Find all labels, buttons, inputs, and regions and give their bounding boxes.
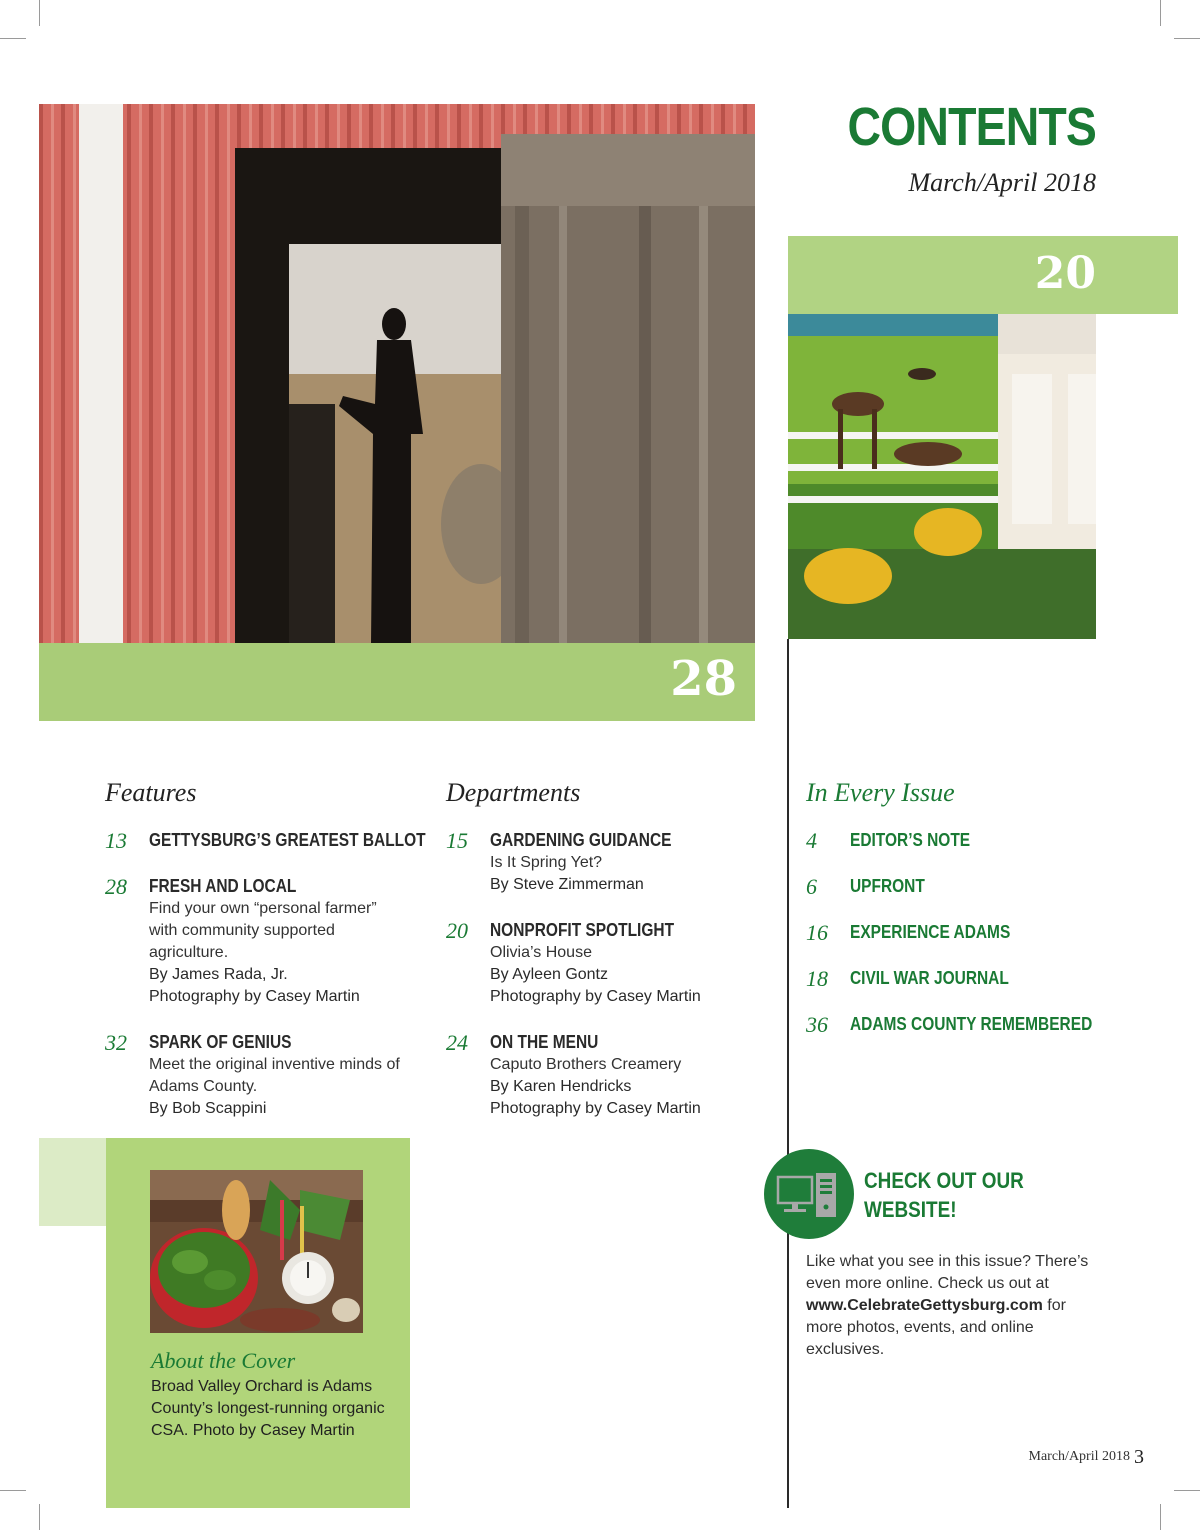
entry-photo-credit: Photography by Casey Martin <box>490 1100 701 1117</box>
entry-byline: By Ayleen Gontz <box>490 966 608 983</box>
entry-description: Olivia’s House <box>490 944 592 961</box>
page-number: 16 <box>806 920 828 945</box>
photo-page-number-20: 20 <box>1034 248 1096 299</box>
cover-description <box>151 1376 401 1442</box>
entry-title: SPARK OF GENIUS <box>149 1032 292 1052</box>
departments-column <box>446 778 766 1120</box>
toc-entry[interactable] <box>806 874 1126 898</box>
crop-mark <box>39 1504 40 1530</box>
website-outro: for more photos, events, and online exclusives. <box>806 1297 1066 1358</box>
website-intro: Like what you see in this issue? There’s even more online. Check us out at <box>806 1253 1089 1292</box>
page-number: 24 <box>446 1030 468 1055</box>
entry-title: GARDENING GUIDANCE <box>490 830 672 850</box>
toc-entry[interactable] <box>806 920 1126 944</box>
page-number: 6 <box>806 874 817 899</box>
main-photo <box>39 104 755 644</box>
entry-title: NONPROFIT SPOTLIGHT <box>490 920 675 940</box>
features-heading: Features <box>105 778 197 807</box>
entry-description: Find your own “personal farmer” <box>149 900 377 917</box>
entry-title: ON THE MENU <box>490 1032 599 1052</box>
crop-mark <box>39 0 40 26</box>
toc-entry[interactable] <box>806 1012 1126 1036</box>
entry-photo-credit: Photography by Casey Martin <box>149 988 360 1005</box>
toc-entry[interactable] <box>446 918 766 1008</box>
entry-description: agriculture. <box>149 944 229 961</box>
entry-title: CIVIL WAR JOURNAL <box>850 968 1009 988</box>
every-issue-column <box>806 778 1126 1036</box>
cover-photo <box>150 1170 363 1333</box>
feature-band-28 <box>39 643 755 721</box>
footer-issue: March/April 2018 <box>1028 1449 1130 1464</box>
crop-mark <box>1174 38 1200 39</box>
crop-mark <box>1160 0 1161 26</box>
toc-entry[interactable] <box>806 828 1126 852</box>
issue-date: March/April 2018 <box>908 168 1096 197</box>
every-issue-heading: In Every Issue <box>806 778 955 807</box>
entry-description: Is It Spring Yet? <box>490 854 603 871</box>
page-number: 28 <box>105 874 127 899</box>
website-heading-line2: WEBSITE! <box>864 1197 957 1222</box>
entry-title: UPFRONT <box>850 876 925 896</box>
website-text <box>806 1251 1096 1361</box>
computer-icon <box>764 1149 854 1239</box>
entry-title: FRESH AND LOCAL <box>149 876 297 896</box>
cover-credit: Photo by Casey Martin <box>192 1422 355 1439</box>
page-number: 15 <box>446 828 468 853</box>
crop-mark <box>1160 1504 1161 1530</box>
entry-title: ADAMS COUNTY REMEMBERED <box>850 1014 1093 1034</box>
website-heading-line1: CHECK OUT OUR <box>864 1168 1024 1193</box>
features-column <box>105 778 425 1120</box>
crop-mark <box>0 38 26 39</box>
toc-entry[interactable] <box>806 966 1126 990</box>
footer-page-number: 3 <box>1134 1446 1144 1468</box>
feature-band-20 <box>788 236 1178 314</box>
page-number: 18 <box>806 966 828 991</box>
page-number: 13 <box>105 828 127 853</box>
page-number: 4 <box>806 828 817 853</box>
departments-heading: Departments <box>446 778 581 807</box>
entry-byline: By Steve Zimmerman <box>490 876 644 893</box>
column-divider <box>787 639 789 1508</box>
entry-photo-credit: Photography by Casey Martin <box>490 988 701 1005</box>
toc-entry[interactable] <box>105 874 425 1008</box>
entry-byline: By Bob Scappini <box>149 1100 267 1117</box>
photo-page-number-28: 28 <box>670 651 737 707</box>
crop-mark <box>0 1490 26 1491</box>
toc-entry[interactable] <box>446 1030 766 1120</box>
website-link[interactable]: www.CelebrateGettysburg.com <box>806 1297 1043 1314</box>
website-heading <box>864 1166 1024 1224</box>
page-number: 36 <box>806 1012 828 1037</box>
entry-description: with community supported <box>149 922 335 939</box>
entry-byline: By Karen Hendricks <box>490 1078 632 1095</box>
page-number: 20 <box>446 918 468 943</box>
page-number: 32 <box>105 1030 127 1055</box>
entry-title: EXPERIENCE ADAMS <box>850 922 1011 942</box>
entry-title: EDITOR’S NOTE <box>850 830 971 850</box>
right-photo <box>788 314 1096 639</box>
toc-entry[interactable] <box>105 1030 425 1120</box>
toc-entry[interactable] <box>446 828 766 896</box>
toc-entry[interactable] <box>105 828 425 852</box>
entry-byline: By James Rada, Jr. <box>149 966 288 983</box>
cover-heading: About the Cover <box>151 1348 296 1373</box>
entry-title: GETTYSBURG’S GREATEST BALLOT <box>149 830 426 850</box>
crop-mark <box>1174 1490 1200 1491</box>
entry-description: Meet the original inventive minds of <box>149 1056 400 1073</box>
page-title: CONTENTS <box>847 97 1096 157</box>
entry-description: Adams County. <box>149 1078 258 1095</box>
entry-description: Caputo Brothers Creamery <box>490 1056 682 1073</box>
cover-text: Broad Valley Orchard is Adams County’s longest-running organic CSA. <box>151 1378 385 1439</box>
